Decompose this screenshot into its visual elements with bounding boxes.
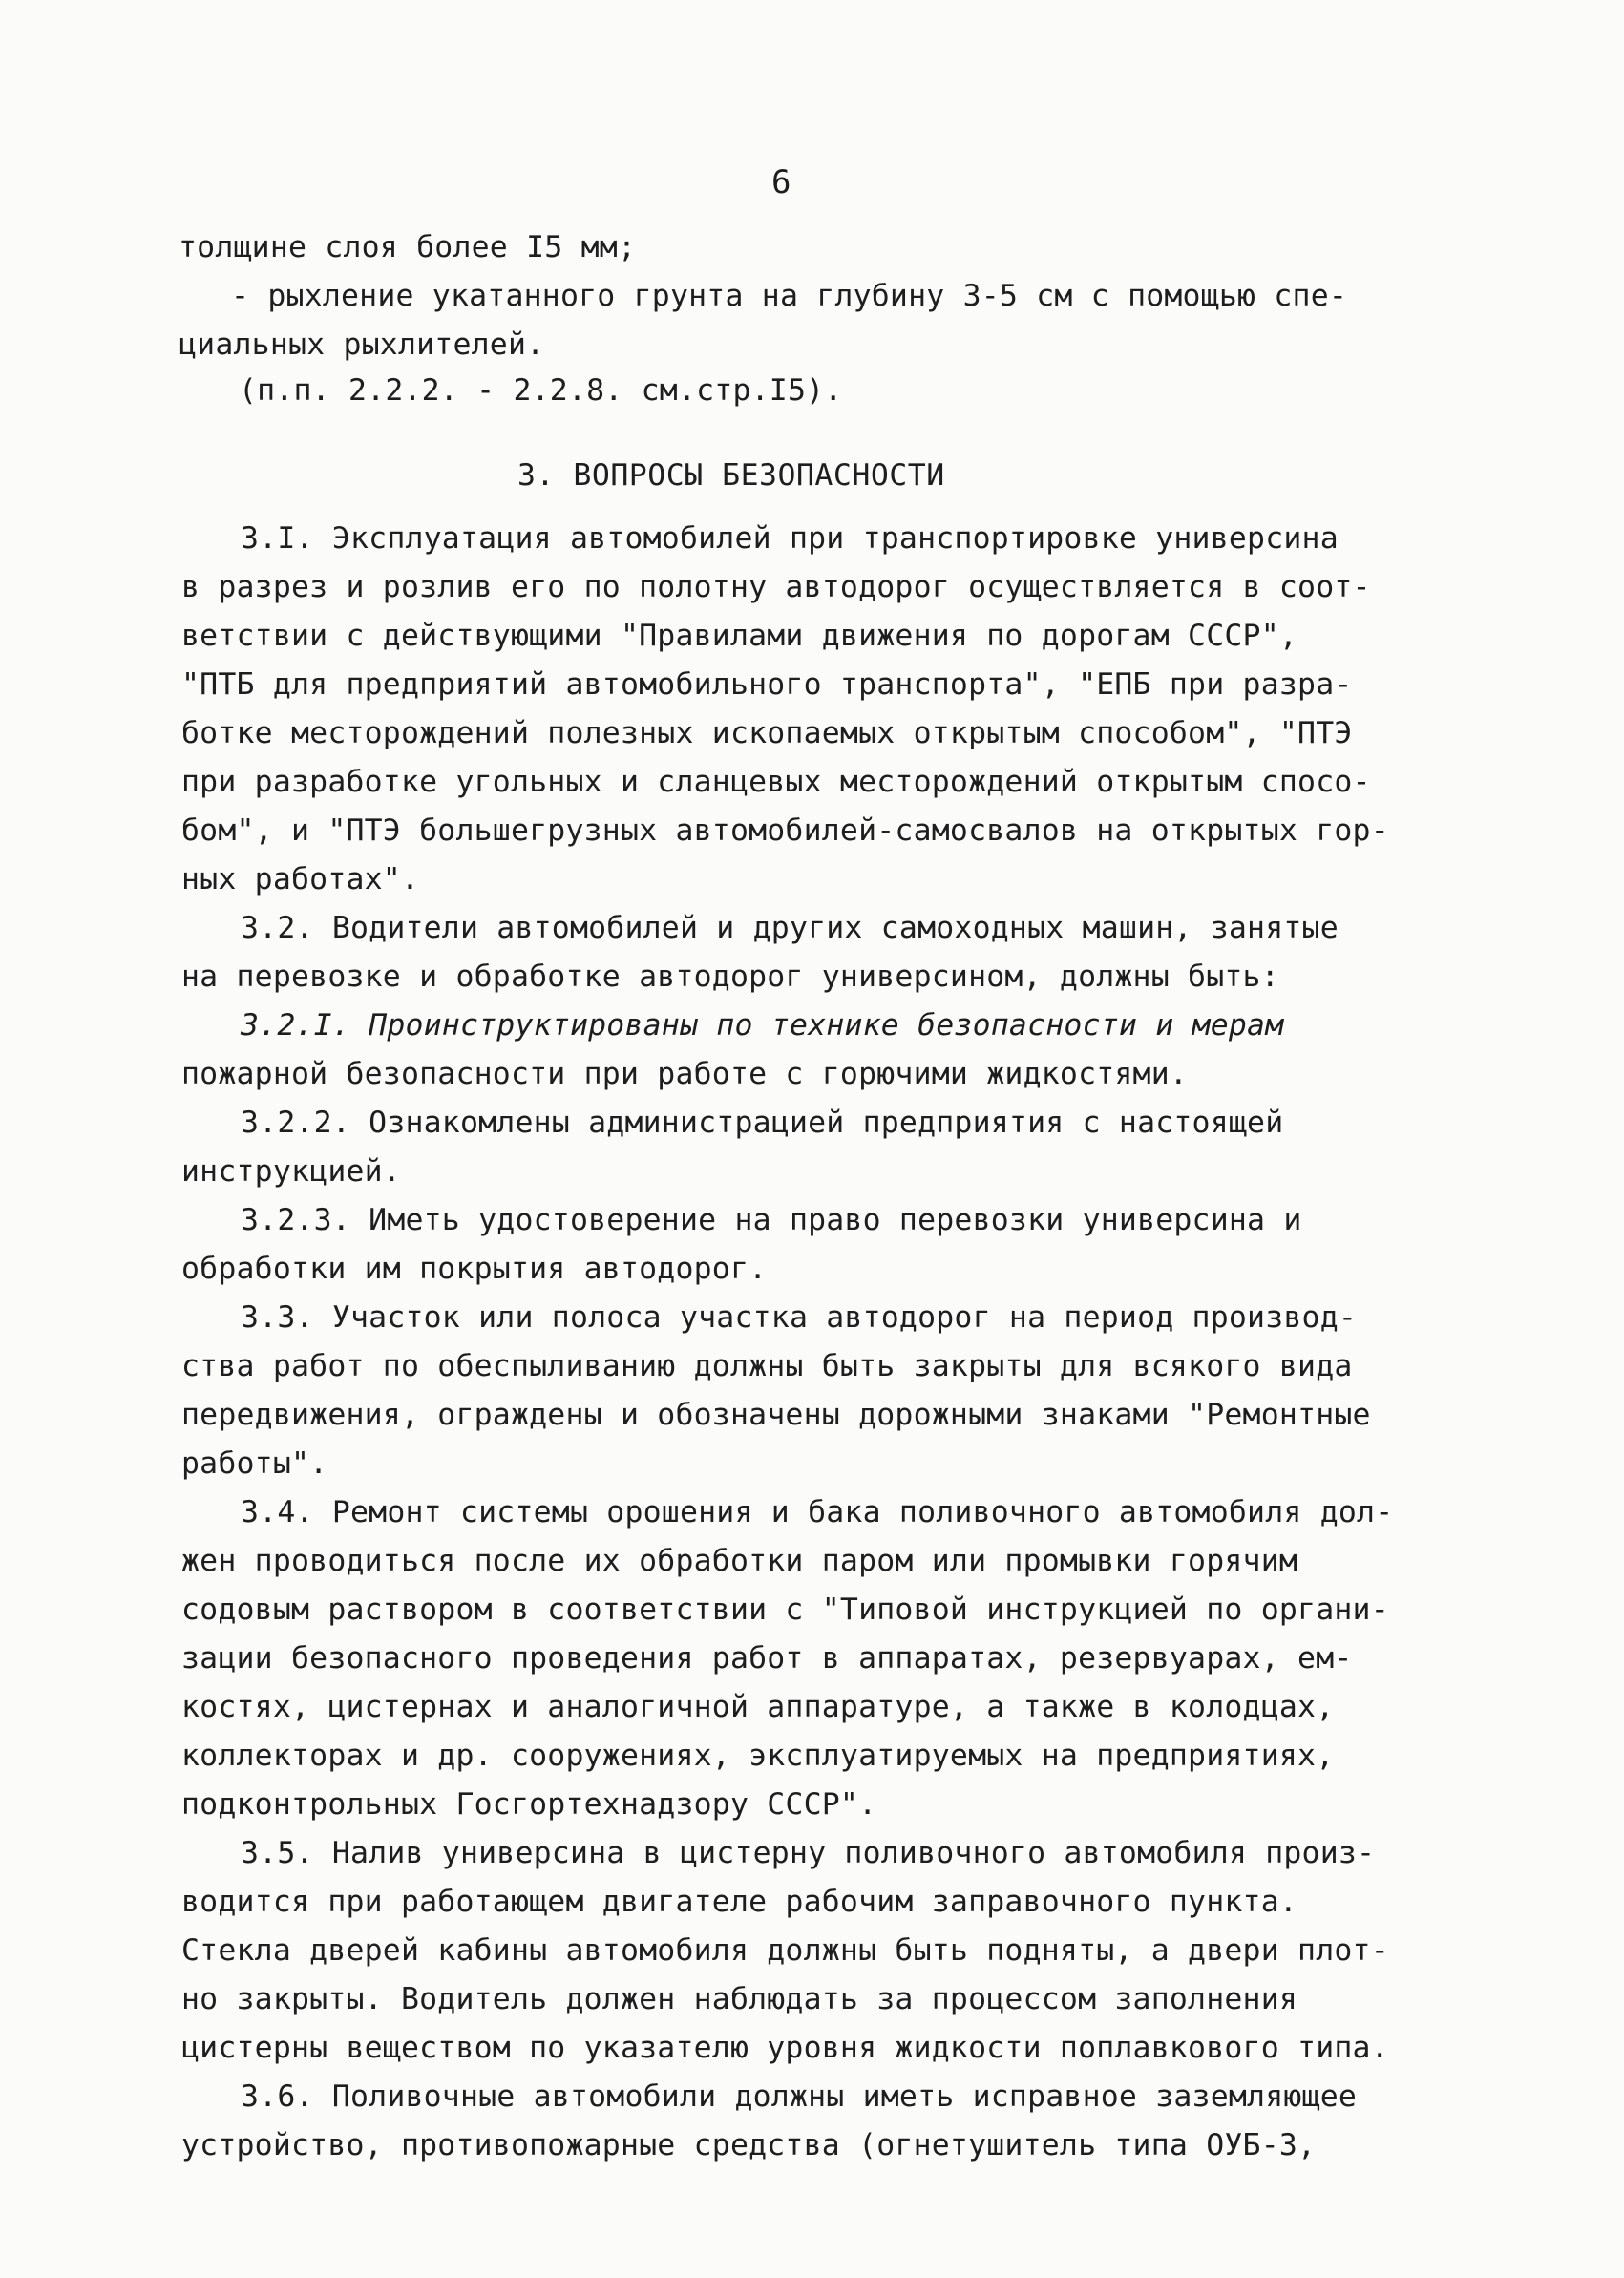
p3-2-3-line-1: 3.2.3. Иметь удостоверение на право перевозки универсина и — [241, 1203, 1302, 1237]
intro-line-3: циальных рыхлителей. — [179, 327, 545, 362]
p3-2-line-1: 3.2. Водители автомобилей и других самоходных машин, занятые — [241, 911, 1339, 945]
p3-3-line-2: ства работ по обеспыливанию должны быть закрыты для всякого вида — [181, 1349, 1353, 1383]
section-title: 3. ВОПРОСЫ БЕЗОПАСНОСТИ — [517, 458, 945, 493]
p3-5-line-5: цистерны веществом по указателю уровня жидкости поплавкового типа. — [181, 2031, 1389, 2065]
p3-5-line-1: 3.5. Налив универсина в цистерну поливочного автомобиля произ- — [241, 1836, 1376, 1870]
p3-1-line-3: ветствии с действующими "Правилами движения по дорогам СССР", — [181, 619, 1298, 653]
p3-2-2-line-2: инструкцией. — [181, 1154, 401, 1189]
p3-5-line-2: водится при работающем двигателе рабочим заправочного пункта. — [181, 1885, 1298, 1919]
p3-2-2-line-1: 3.2.2. Ознакомлены администрацией предприятия с настоящей — [241, 1106, 1284, 1140]
p3-3-line-1: 3.3. Участок или полоса участка автодорог на период производ- — [241, 1300, 1358, 1335]
p3-1-line-5: ботке месторождений полезных ископаемых открытым способом", "ПТЭ — [181, 716, 1353, 750]
p3-1-line-8: ных работах". — [181, 862, 420, 896]
p3-2-line-2: на перевозке и обработке автодорог универсином, должны быть: — [181, 960, 1279, 994]
p3-4-line-6: коллекторах и др. сооружениях, эксплуатируемых на предприятиях, — [181, 1739, 1335, 1773]
p3-1-line-2: в разрез и розлив его по полотну автодорог осуществляется в соот- — [181, 570, 1371, 604]
p3-2-1-line-2: пожарной безопасности при работе с горючими жидкостями. — [181, 1057, 1189, 1091]
p3-1-line-7: бом", и "ПТЭ большегрузных автомобилей-самосвалов на открытых гор- — [181, 813, 1389, 848]
p3-2-1-line-1: 3.2.I. Проинструктированы по технике безопасности и мерам — [241, 1008, 1284, 1043]
intro-line-1: толщине слоя более I5 мм; — [179, 230, 637, 264]
p3-5-line-3: Стекла дверей кабины автомобиля должны быть подняты, а двери плот- — [181, 1933, 1389, 1968]
p3-2-3-line-2: обработки им покрытия автодорог. — [181, 1252, 768, 1286]
p3-3-line-3: передвижения, ограждены и обозначены дорожными знаками "Ремонтные — [181, 1398, 1371, 1432]
p3-4-line-7: подконтрольных Госгортехнадзору СССР". — [181, 1787, 877, 1822]
p3-5-line-4: но закрыты. Водитель должен наблюдать за процессом заполнения — [181, 1982, 1298, 2016]
p3-3-line-4: работы". — [181, 1446, 328, 1481]
p3-4-line-5: костях, цистернах и аналогичной аппаратуре, а также в колодцах, — [181, 1690, 1335, 1724]
p3-4-line-4: зации безопасного проведения работ в аппаратах, резервуарах, ем- — [181, 1641, 1353, 1676]
page-number: 6 — [771, 163, 791, 201]
p3-4-line-2: жен проводиться после их обработки паром или промывки горячим — [181, 1544, 1298, 1578]
p3-6-line-2: устройство, противопожарные средства (огнетушитель типа ОУБ-3, — [181, 2128, 1317, 2162]
p3-1-line-1: 3.I. Эксплуатация автомобилей при транспортировке универсина — [241, 521, 1339, 556]
intro-line-2: - рыхление укатанного грунта на глубину 3-5 см с помощью спе- — [231, 279, 1348, 313]
p3-4-line-3: содовым раствором в соответствии с "Типовой инструкцией по органи- — [181, 1592, 1389, 1627]
p3-6-line-1: 3.6. Поливочные автомобили должны иметь исправное заземляющее — [241, 2079, 1358, 2114]
p3-1-line-4: "ПТБ для предприятий автомобильного транспорта", "ЕПБ при разра- — [181, 667, 1353, 702]
p3-4-line-1: 3.4. Ремонт системы орошения и бака поливочного автомобиля дол- — [241, 1495, 1394, 1529]
intro-line-4: (п.п. 2.2.2. - 2.2.8. см.стр.I5). — [239, 373, 843, 408]
p3-1-line-6: при разработке угольных и сланцевых месторождений открытым спосо- — [181, 765, 1371, 799]
